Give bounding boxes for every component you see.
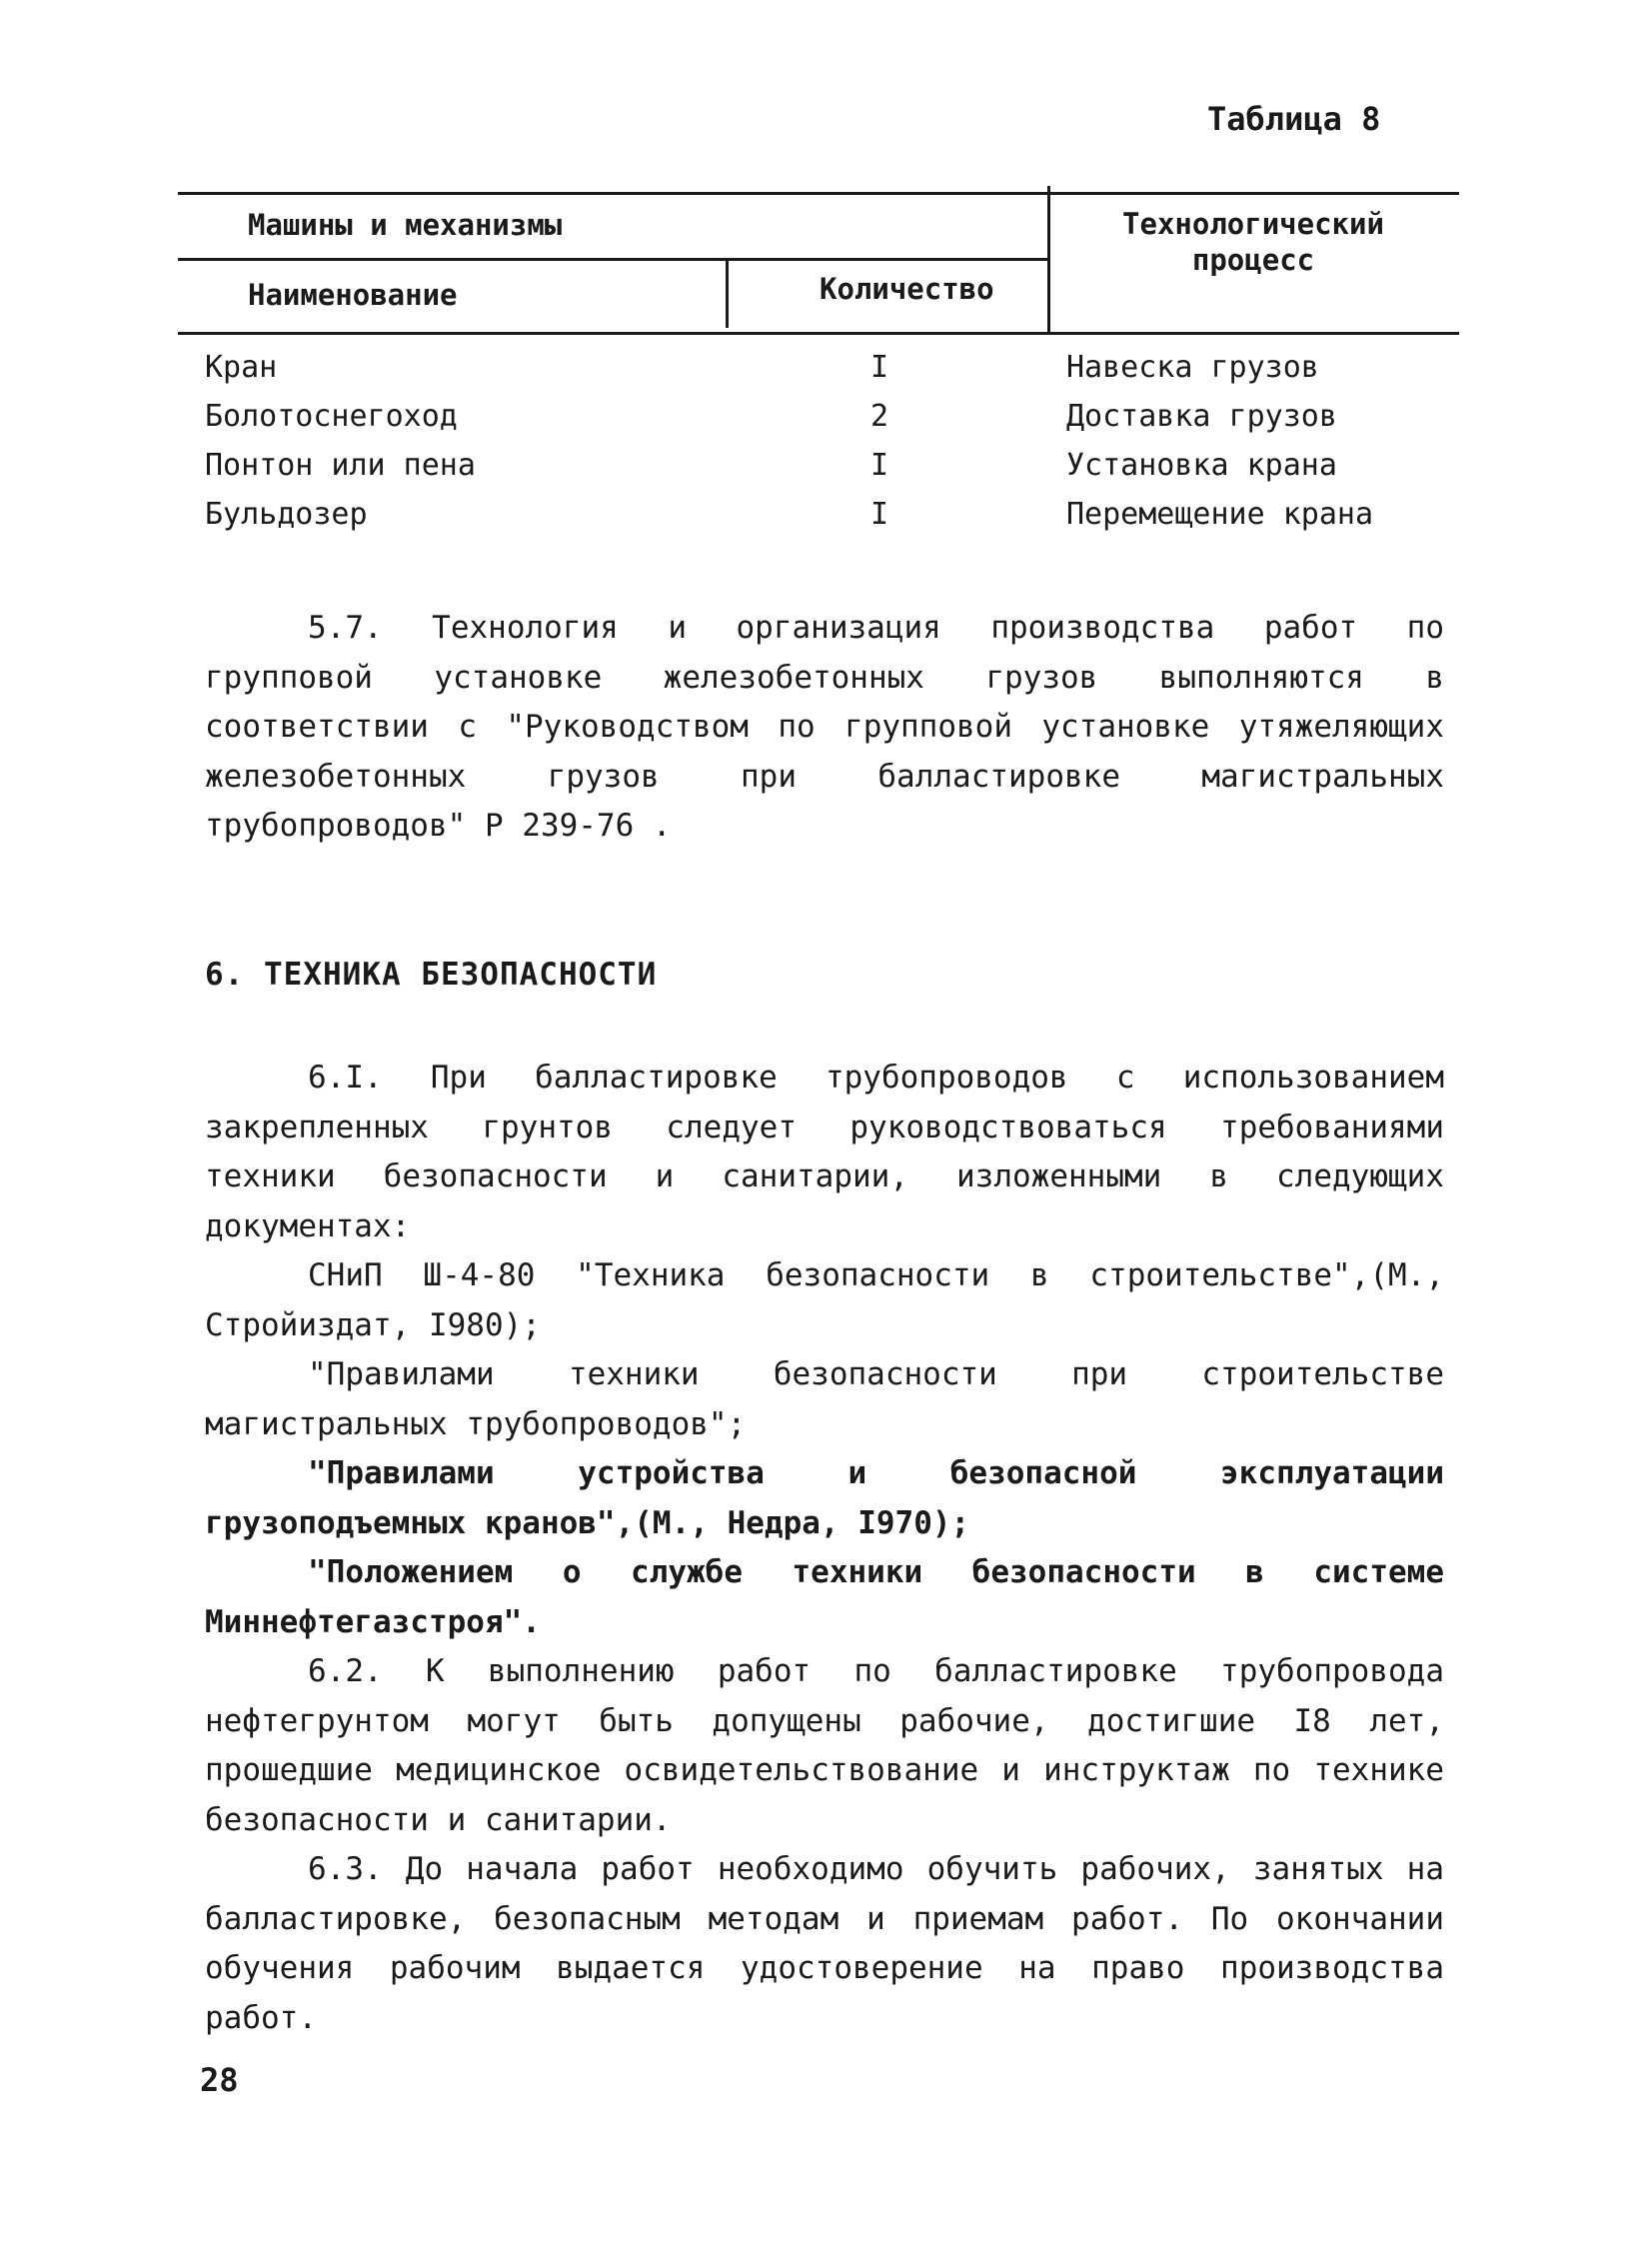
- header-name: Наименование: [248, 278, 458, 312]
- header-process: Технологический процесс: [1122, 207, 1384, 277]
- process-column-divider: [1047, 186, 1050, 332]
- section-title: 6. ТЕХНИКА БЕЗОПАСНОСТИ: [205, 957, 658, 993]
- row-process: Доставка грузов: [1066, 399, 1337, 434]
- row-quantity: I: [869, 497, 889, 532]
- header-quantity: Количество: [820, 272, 994, 306]
- paragraph-6-1: 6.I. При балластировке трубопроводов с использованием закрепленных грунтов следует руководствоваться требованиями техники безопасности и санитарии, изложенными в следующих документах:: [205, 1060, 1444, 1244]
- doc-item: "Положением о службе техники безопасности в системе Миннефтегазстроя".: [205, 1554, 1444, 1640]
- paragraph-6-3: 6.3. До начала работ необходимо обучить рабочих, занятых на балластировке, безопасным методам и приемам работ. По окончании обучения рабочим выдается удостоверение на право производства работ.: [205, 1851, 1444, 2036]
- row-name: Кран: [205, 350, 278, 385]
- table-top-rule: [178, 192, 1459, 195]
- paragraph-5-7-text: 5.7. Технология и организация производства работ по групповой установке железобетонных грузов выполняются в соответствии с "Руководством по групповой установке утяжеляющих железобетонных грузов при балластировке магистральных трубопроводов" Р 239-76 .: [205, 610, 1444, 844]
- table-header: [178, 192, 1459, 336]
- section-6-body: [205, 1054, 1444, 2043]
- doc-item: "Правилами техники безопасности при строительстве магистральных трубопроводов";: [205, 1356, 1444, 1442]
- paragraph-5-7: [205, 604, 1444, 852]
- row-process: Навеска грузов: [1066, 350, 1319, 385]
- row-name: Болотоснегоход: [205, 399, 458, 434]
- table-row: [205, 497, 1444, 546]
- row-quantity: I: [869, 448, 889, 483]
- row-name: Понтон или пена: [205, 448, 476, 483]
- row-quantity: 2: [869, 399, 889, 434]
- table-header-bottom-rule: [178, 332, 1459, 335]
- row-process: Перемещение крана: [1066, 497, 1374, 532]
- doc-item: "Правилами устройства и безопасной эксплуатации грузоподъемных кранов",(М., Недра, I970);: [205, 1455, 1444, 1541]
- table-row: [205, 350, 1444, 399]
- group-header-rule: [178, 258, 1049, 261]
- paragraph-6-2: 6.2. К выполнению работ по балластировке трубопровода нефтегрунтом могут быть допущены рабочие, достигшие I8 лет, прошедшие медицинское освидетельствование и инструктаж по технике безопасности и санитарии.: [205, 1653, 1444, 1838]
- table-row: [205, 399, 1444, 448]
- doc-item: СНиП Ш-4-80 "Техника безопасности в строительстве",(М., Стройиздат, I980);: [205, 1257, 1444, 1343]
- table-body: [205, 350, 1444, 546]
- row-process: Установка крана: [1066, 448, 1337, 483]
- quantity-column-divider: [726, 258, 729, 328]
- table-row: [205, 448, 1444, 497]
- row-name: Бульдозер: [205, 497, 368, 532]
- page-number: 28: [200, 2061, 239, 2099]
- row-quantity: I: [869, 350, 889, 385]
- table-caption: Таблица 8: [1207, 100, 1381, 138]
- header-group-machines: Машины и механизмы: [248, 208, 563, 242]
